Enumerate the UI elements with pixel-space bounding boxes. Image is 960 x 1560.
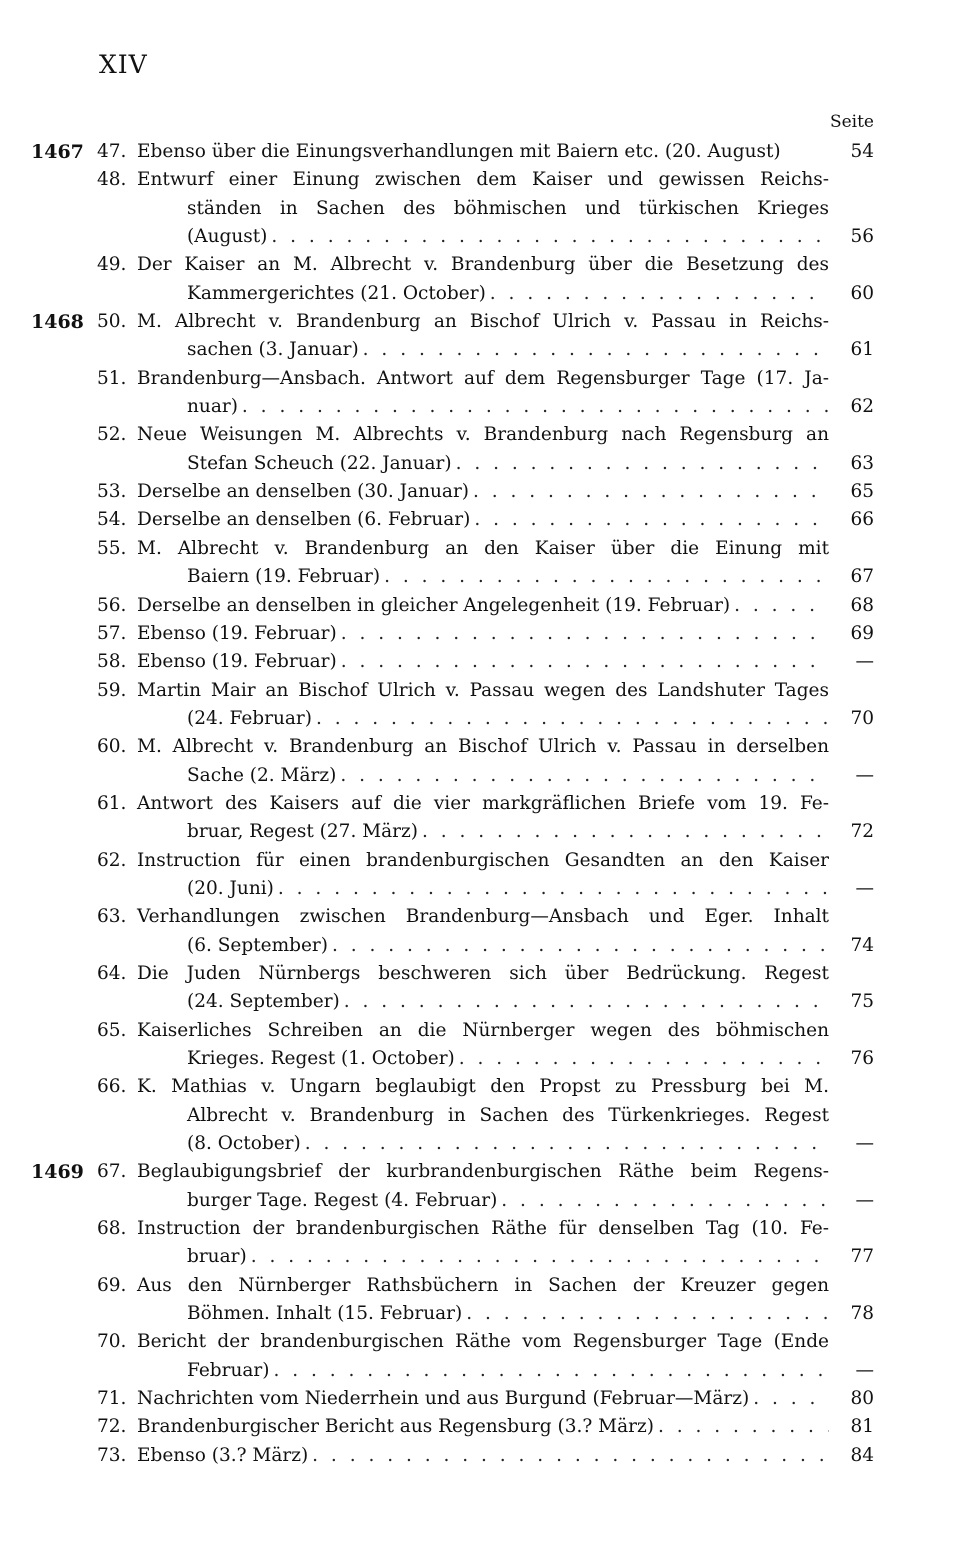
dot-leader — [422, 818, 829, 846]
entry-number: 57. — [97, 622, 127, 644]
toc-entry — [0, 506, 960, 534]
toc-entry — [0, 903, 960, 960]
year-marker: 1469 — [31, 1161, 84, 1184]
entry-number: 54. — [97, 509, 127, 531]
entry-title-line: Brandenburg—Ansbach. Antwort auf dem Regensburger Tage (17. Ja- — [137, 367, 829, 389]
page-reference: 54 — [850, 141, 874, 162]
toc-entry — [0, 1272, 960, 1329]
entry-title-line: Böhmen. Inhalt (15. Februar) — [187, 1303, 463, 1325]
dot-leader — [658, 1413, 829, 1441]
entry-title-line: Kaiserliches Schreiben an die Nürnberger wegen des böhmischen — [137, 1019, 829, 1041]
entry-title — [137, 535, 829, 592]
toc-entry — [0, 421, 960, 478]
page-reference: 65 — [850, 481, 874, 503]
entry-title-line: Antwort des Kaisers auf die vier markgräflichen Briefe vom 19. Fe- — [137, 792, 829, 814]
entry-title-line: bruar, Regest (27. März) — [187, 821, 418, 843]
dot-leader — [271, 223, 829, 251]
entry-title-line: Beglaubigungsbrief der kurbrandenburgischen Räthe beim Regens- — [137, 1161, 829, 1183]
entry-title — [137, 308, 829, 365]
entry-number: 52. — [97, 424, 127, 446]
dot-leader — [273, 1357, 829, 1385]
page-reference: 68 — [850, 594, 874, 616]
page-reference: 77 — [850, 1246, 874, 1268]
page-reference: 56 — [850, 226, 874, 248]
entry-title — [137, 790, 829, 847]
entry-title-line: M. Albrecht v. Brandenburg an Bischof Ulrich v. Passau in derselben — [137, 736, 829, 758]
page-reference: — — [855, 764, 874, 786]
entry-number: 62. — [97, 849, 127, 871]
entry-title-line: K. Mathias v. Ungarn beglaubigt den Propst zu Pressburg bei M. — [137, 1076, 829, 1098]
dot-leader — [384, 563, 829, 591]
entry-number: 66. — [97, 1076, 127, 1098]
entry-number: 50. — [97, 311, 127, 333]
dot-leader — [340, 762, 829, 790]
dot-leader — [251, 1243, 829, 1271]
page-reference: 63 — [850, 452, 874, 474]
entry-title-line: (8. October) — [187, 1133, 301, 1155]
entry-title-line: (6. September) — [187, 934, 328, 956]
dot-leader — [466, 1300, 829, 1328]
entry-title-line: (24. Februar) — [187, 707, 312, 729]
entry-number: 59. — [97, 679, 127, 701]
entry-title-line: Sache (2. März) — [187, 764, 337, 786]
entry-title-line: Baiern (19. Februar) — [187, 566, 381, 588]
dot-leader — [242, 393, 829, 421]
dot-leader — [363, 336, 829, 364]
page-column-label: Seite — [829, 112, 874, 132]
entry-title-line: M. Albrecht v. Brandenburg an Bischof Ulrich v. Passau in Reichs- — [137, 311, 829, 333]
page-reference: — — [855, 1133, 874, 1155]
page-reference: 76 — [850, 1048, 874, 1069]
entry-title — [137, 251, 829, 308]
entry-title-line: Derselbe an denselben (6. Februar) — [137, 509, 471, 531]
dot-leader — [316, 705, 829, 733]
entry-title-line: Ebenso über die Einungsverhandlungen mit Baiern etc. (20. August) — [137, 141, 781, 162]
table-of-contents — [0, 138, 960, 1470]
entry-title — [137, 138, 829, 166]
toc-entry — [0, 620, 960, 648]
entry-number: 49. — [97, 254, 127, 276]
toc-entry — [0, 648, 960, 676]
entry-title-line: Ebenso (3.? März) — [137, 1444, 309, 1466]
toc-entry — [0, 365, 960, 422]
entry-number: 51. — [97, 367, 127, 389]
toc-entry — [0, 478, 960, 506]
entry-title-line: Brandenburgischer Bericht aus Regensburg (3.? März) — [137, 1416, 654, 1438]
toc-entry — [0, 1413, 960, 1441]
page-reference: 69 — [850, 622, 874, 644]
entry-title — [137, 903, 829, 960]
entry-title — [137, 648, 829, 676]
entry-number: 67. — [97, 1161, 127, 1183]
toc-entry — [0, 1073, 960, 1158]
toc-entry — [0, 790, 960, 847]
toc-entry — [0, 138, 960, 166]
page-reference: 61 — [850, 339, 874, 361]
page-reference: 80 — [850, 1388, 874, 1410]
entry-title-line: Der Kaiser an M. Albrecht v. Brandenburg über die Besetzung des — [137, 254, 829, 276]
entry-title-line: Krieges. Regest (1. October) — [187, 1048, 455, 1069]
page-reference: — — [855, 651, 874, 673]
page-reference: 84 — [850, 1444, 874, 1466]
entry-number: 71. — [97, 1388, 127, 1410]
dot-leader — [332, 932, 829, 960]
page-reference: — — [855, 1189, 874, 1211]
entry-number: 55. — [97, 537, 127, 559]
entry-number: 53. — [97, 481, 127, 503]
entry-title-line: sachen (3. Januar) — [187, 339, 359, 361]
entry-number: 61. — [97, 792, 127, 814]
entry-title — [137, 733, 829, 790]
entry-title — [137, 620, 829, 648]
toc-entry — [0, 1328, 960, 1385]
toc-entry — [0, 251, 960, 308]
toc-entry — [0, 535, 960, 592]
entry-number: 72. — [97, 1416, 127, 1438]
entry-number: 56. — [97, 594, 127, 616]
entry-title-line: Bericht der brandenburgischen Räthe vom Regensburger Tage (Ende — [137, 1331, 829, 1353]
entry-number: 47. — [97, 141, 127, 162]
toc-entry — [0, 960, 960, 1017]
toc-entry — [0, 1017, 960, 1074]
entry-title — [137, 421, 829, 478]
page-reference: — — [855, 877, 874, 899]
entry-title-line: burger Tage. Regest (4. Februar) — [187, 1189, 498, 1211]
page-reference: 72 — [850, 821, 874, 843]
entry-title — [137, 166, 829, 251]
entry-number: 70. — [97, 1331, 127, 1353]
entry-title-line: Entwurf einer Einung zwischen dem Kaiser und gewissen Reichs- — [137, 169, 829, 191]
entry-number: 63. — [97, 906, 127, 928]
entry-title — [137, 1158, 829, 1215]
dot-leader — [734, 592, 829, 620]
entry-title-line: Martin Mair an Bischof Ulrich v. Passau wegen des Landshuter Tages — [137, 679, 829, 701]
dot-leader — [753, 1385, 829, 1413]
entry-title — [137, 478, 829, 506]
dot-leader — [490, 280, 829, 308]
page-numeral: XIV — [99, 50, 148, 79]
toc-entry — [0, 677, 960, 734]
entry-title — [137, 677, 829, 734]
entry-title-line: Nachrichten vom Niederrhein und aus Burgund (Februar—März) — [137, 1388, 750, 1410]
toc-entry — [0, 1215, 960, 1272]
entry-title-line: ständen in Sachen des böhmischen und türkischen Krieges — [187, 197, 829, 219]
page-reference: 62 — [850, 396, 874, 418]
entry-title-line: Aus den Nürnberger Rathsbüchern in Sachen der Kreuzer gegen — [137, 1274, 829, 1296]
entry-title-line: Neue Weisungen M. Albrechts v. Brandenburg nach Regensburg an — [137, 424, 829, 446]
entry-title-line: Ebenso (19. Februar) — [137, 622, 337, 644]
dot-leader — [278, 875, 829, 903]
entry-title — [137, 1385, 829, 1413]
entry-title-line: Instruction für einen brandenburgischen Gesandten an den Kaiser — [137, 849, 829, 871]
entry-title — [137, 1328, 829, 1385]
entry-number: 65. — [97, 1019, 127, 1041]
entry-title-line: Stefan Scheuch (22. Januar) — [187, 452, 452, 474]
entry-number: 69. — [97, 1274, 127, 1296]
dot-leader — [312, 1442, 829, 1470]
entry-title — [137, 1413, 829, 1441]
entry-title-line: Kammergerichtes (21. October) — [187, 282, 486, 304]
dot-leader — [474, 506, 829, 534]
page-reference: 81 — [850, 1416, 874, 1438]
dot-leader — [456, 450, 829, 478]
entry-title-line: Februar) — [187, 1359, 270, 1381]
page-reference: 75 — [850, 991, 874, 1013]
entry-number: 73. — [97, 1444, 127, 1466]
entry-title-line: Verhandlungen zwischen Brandenburg—Ansbach und Eger. Inhalt — [137, 906, 829, 928]
page-reference: 60 — [850, 282, 874, 304]
dot-leader — [473, 478, 829, 506]
toc-entry — [0, 1385, 960, 1413]
entry-number: 64. — [97, 962, 127, 984]
entry-title-line: Derselbe an denselben in gleicher Angelegenheit (19. Februar) — [137, 594, 731, 616]
entry-title — [137, 1215, 829, 1272]
entry-title-line: Albrecht v. Brandenburg in Sachen des Türkenkrieges. Regest — [187, 1104, 829, 1126]
dot-leader — [344, 988, 829, 1016]
dot-leader — [341, 648, 829, 676]
entry-title-line: bruar) — [187, 1246, 247, 1268]
entry-title-line: Instruction der brandenburgischen Räthe für denselben Tag (10. Fe- — [137, 1218, 829, 1240]
entry-title-line: (August) — [187, 226, 268, 248]
year-marker: 1467 — [31, 141, 84, 163]
dot-leader — [341, 620, 829, 648]
entry-number: 68. — [97, 1218, 127, 1240]
entry-title — [137, 1442, 829, 1470]
entry-title — [137, 1017, 829, 1074]
entry-number: 58. — [97, 651, 127, 673]
toc-entry — [0, 1158, 960, 1215]
toc-entry — [0, 1442, 960, 1470]
toc-entry — [0, 308, 960, 365]
entry-title — [137, 1272, 829, 1329]
entry-number: 60. — [97, 736, 127, 758]
entry-title-line: Derselbe an denselben (30. Januar) — [137, 481, 470, 503]
entry-title — [137, 847, 829, 904]
entry-title-line: (20. Juni) — [187, 877, 274, 899]
year-marker: 1468 — [31, 311, 84, 334]
entry-title — [137, 1073, 829, 1158]
page-reference: — — [855, 1359, 874, 1381]
entry-number: 48. — [97, 169, 127, 191]
entry-title — [137, 365, 829, 422]
toc-entry — [0, 166, 960, 251]
entry-title-line: (24. September) — [187, 991, 340, 1013]
dot-leader — [305, 1130, 829, 1158]
entry-title-line: nuar) — [187, 396, 238, 418]
toc-entry — [0, 592, 960, 620]
entry-title — [137, 960, 829, 1017]
entry-title — [137, 506, 829, 534]
page-reference: 66 — [850, 509, 874, 531]
page-reference: 67 — [850, 566, 874, 588]
page-reference: 70 — [850, 707, 874, 729]
toc-entry — [0, 847, 960, 904]
page-reference: 74 — [850, 934, 874, 956]
dot-leader — [501, 1187, 829, 1215]
entry-title-line: M. Albrecht v. Brandenburg an den Kaiser über die Einung mit — [137, 537, 829, 559]
entry-title — [137, 592, 829, 620]
entry-title-line: Die Juden Nürnbergs beschweren sich über Bedrückung. Regest — [137, 962, 829, 984]
dot-leader — [459, 1045, 829, 1073]
toc-entry — [0, 733, 960, 790]
page-reference: 78 — [850, 1303, 874, 1325]
entry-title-line: Ebenso (19. Februar) — [137, 651, 337, 673]
